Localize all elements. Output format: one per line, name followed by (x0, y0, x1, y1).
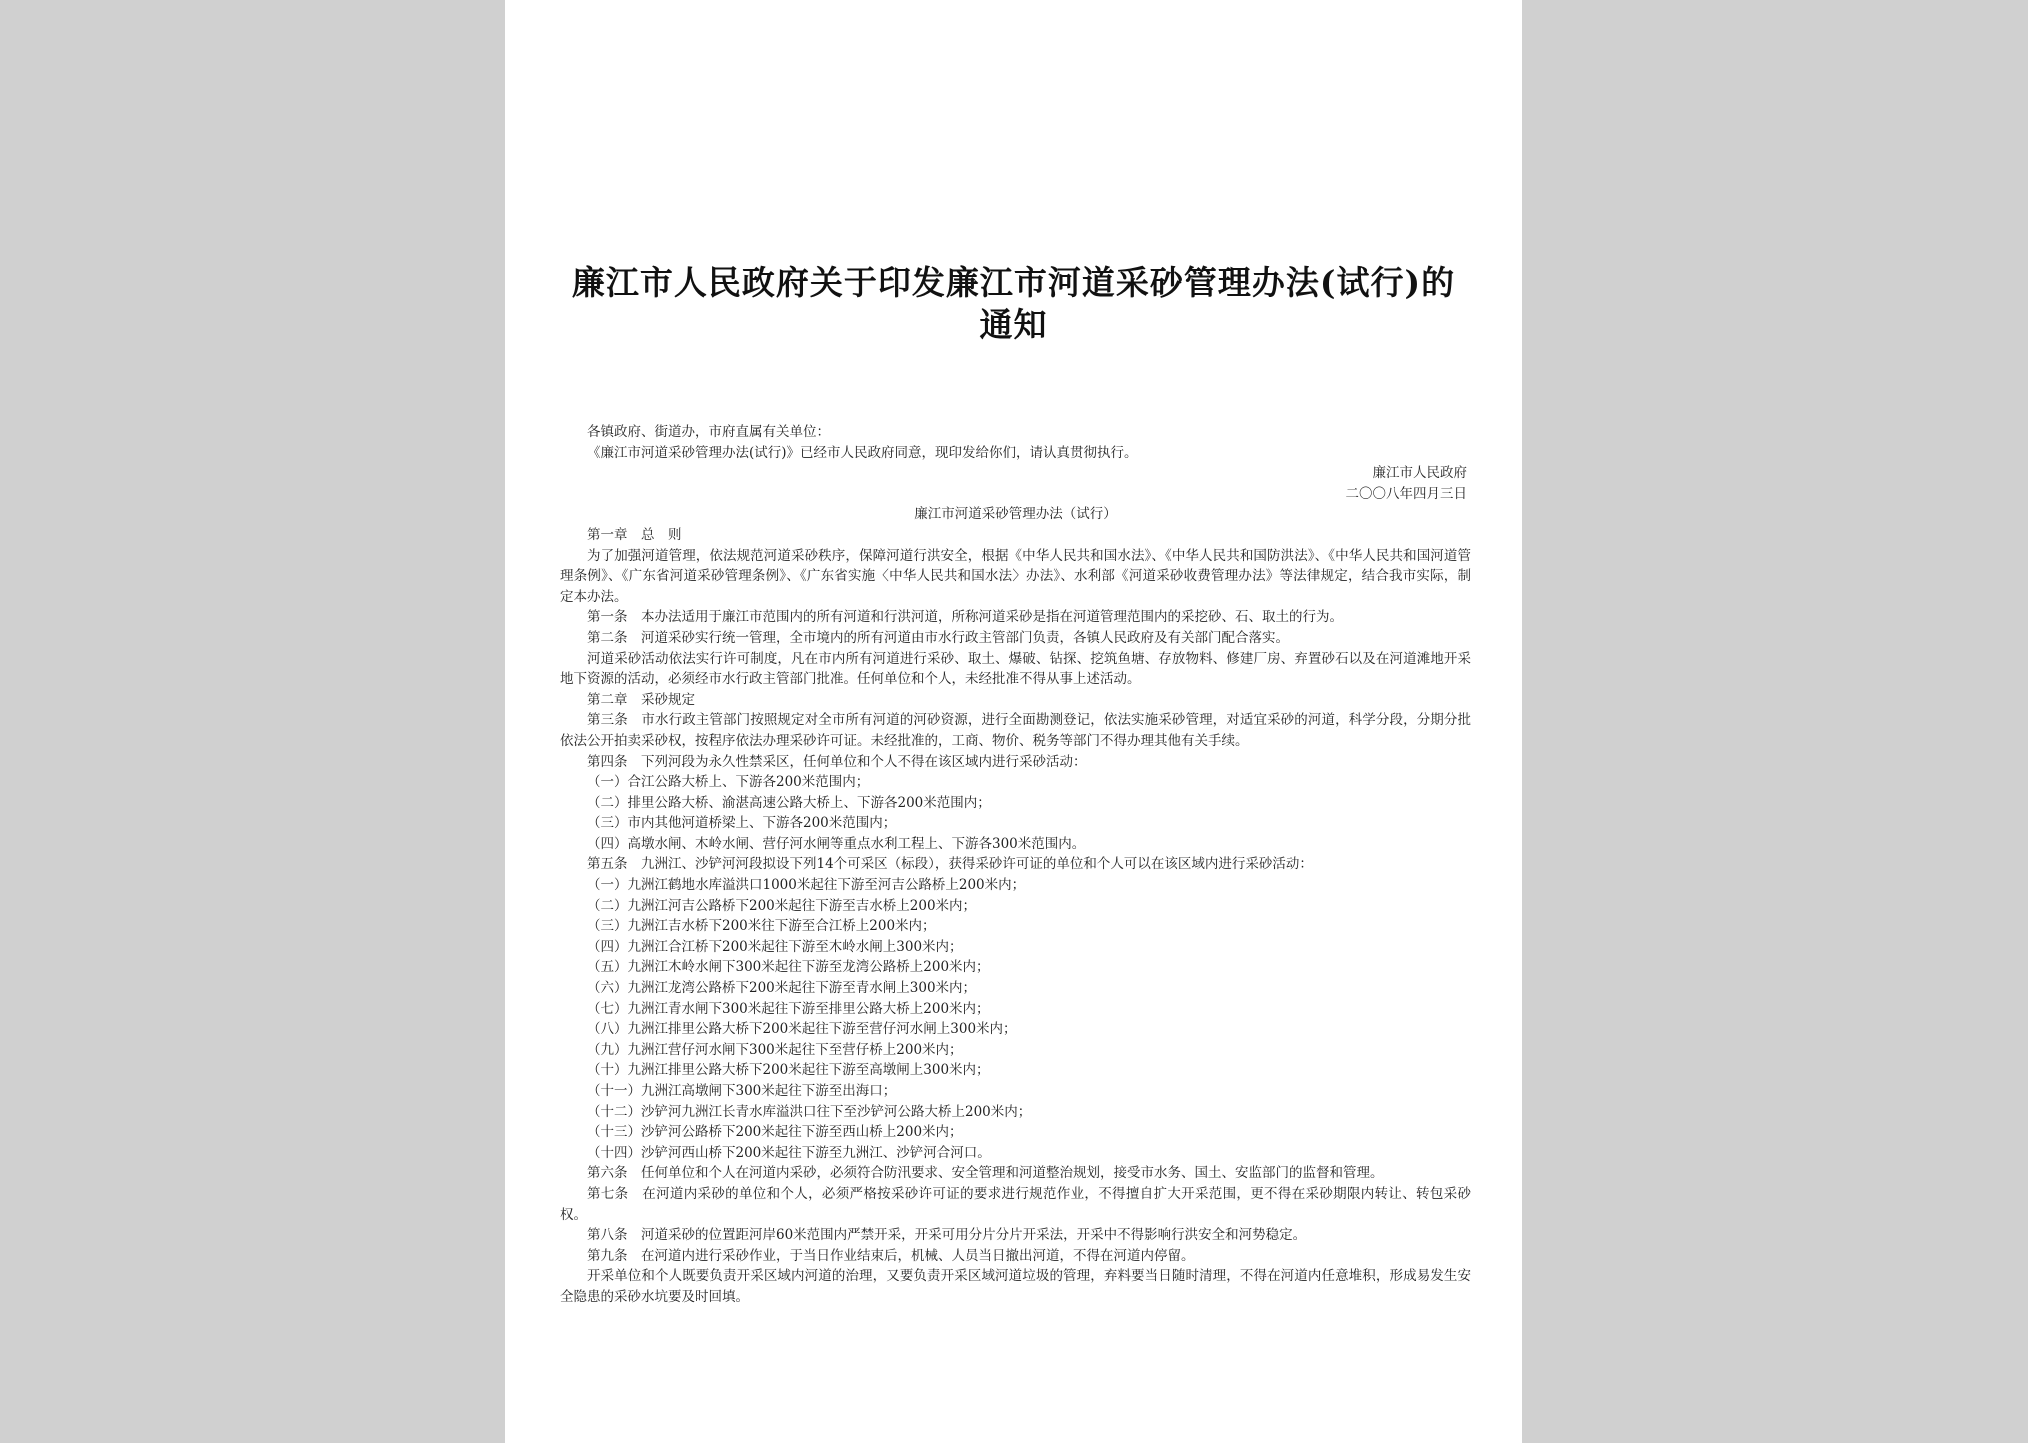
article-2-paragraph-2: 河道采砂活动依法实行许可制度，凡在市内所有河道进行采砂、取土、爆破、钻探、挖筑鱼塘、存放物料、修建厂房、弃置砂石以及在河道滩地开采地下资源的活动，必须经市水行政主管部门批准。任何单位和个人，未经批准不得从事上述活动。 (560, 650, 1471, 688)
article-3: 第三条 市水行政主管部门按照规定对全市所有河道的河砂资源，进行全面勘测登记，依法实施采砂管理，对适宜采砂的河道，科学分段，分期分批依法公开拍卖采砂权，按程序依法办理采砂许可证。未经批准的，工商、物价、税务等部门不得办理其他有关手续。 (560, 712, 1471, 749)
chapter-heading: 第二章 采砂规定 (587, 691, 695, 708)
list-item: （五）九洲江木岭水闸下300米起往下游至龙湾公路桥上200米内； (587, 959, 990, 976)
salutation: 各镇政府、街道办，市府直属有关单位： (587, 424, 830, 440)
list-item: （三）市内其他河道桥梁上、下游各200米范围内； (587, 815, 897, 832)
list-item: （二）排里公路大桥、渝湛高速公路大桥上、下游各200米范围内； (587, 794, 991, 811)
article-1: 第一条 本办法适用于廉江市范围内的所有河道和行洪河道，所称河道采砂是指在河道管理范围内的采挖砂、石、取土的行为。 (587, 609, 1343, 626)
list-item: （四）高墩水闸、木岭水闸、营仔河水闸等重点水利工程上、下游各300米范围内。 (587, 835, 1086, 852)
list-item: （十四）沙铲河西山桥下200米起往下游至九洲江、沙铲河合河口。 (587, 1144, 991, 1161)
list-item: （二）九洲江河吉公路桥下200米起往下游至吉水桥上200米内； (587, 897, 977, 914)
document-page (505, 0, 1522, 1443)
list-item: （十三）沙铲河公路桥下200米起往下游至西山桥上200米内； (587, 1124, 963, 1141)
article-2: 第二条 河道采砂实行统一管理，全市境内的所有河道由市水行政主管部门负责，各镇人民政府及有关部门配合落实。 (587, 629, 1289, 646)
article-7: 第七条 在河道内采砂的单位和个人，必须严格按采砂许可证的要求进行规范作业，不得擅自扩大开采范围，更不得在采砂期限内转让、转包采砂权。 (560, 1185, 1471, 1223)
article-8: 第八条 河道采砂的位置距河岸60米范围内严禁开采，开采可用分片分片开采法，开采中不得影响行洪安全和河势稳定。 (587, 1227, 1307, 1244)
article-9-paragraph-2: 开采单位和个人既要负责开采区域内河道的治理，又要负责开采区域河道垃圾的管理，弃料要当日随时清理，不得在河道内任意堆积，形成易发生安全隐患的采砂水坑要及时回填。 (560, 1268, 1471, 1305)
list-item: （十一）九洲江高墩闸下300米起往下游至出海口； (587, 1083, 897, 1099)
article-4: 第四条 下列河段为永久性禁采区，任何单位和个人不得在该区域内进行采砂活动： (587, 753, 1087, 770)
list-item: （七）九洲江青水闸下300米起往下游至排里公路大桥上200米内； (587, 1000, 990, 1017)
list-item: （六）九洲江龙湾公路桥下200米起往下游至青水闸上300米内； (587, 980, 977, 997)
intro-paragraph: 《廉江市河道采砂管理办法(试行)》已经市人民政府同意，现印发给你们，请认真贯彻执行。 (587, 444, 1138, 461)
measures-title: 廉江市河道采砂管理办法（试行） (914, 506, 1117, 523)
list-item: （十）九洲江排里公路大桥下200米起往下游至高墩闸上300米内； (587, 1062, 990, 1079)
article-6: 第六条 任何单位和个人在河道内采砂，必须符合防汛要求、安全管理和河道整治规划，接受市水务、国土、安监部门的监督和管理。 (587, 1165, 1384, 1182)
list-item: （十二）沙铲河九洲江长青水库溢洪口往下至沙铲河公路大桥上200米内； (587, 1103, 1032, 1120)
issue-date: 二〇〇八年四月三日 (1345, 485, 1467, 502)
article-5: 第五条 九洲江、沙铲河河段拟设下列14个可采区（标段），获得采砂许可证的单位和个人可以在该区域内进行采砂活动： (587, 856, 1313, 873)
list-item: （一）九洲江鹤地水库溢洪口1000米起往下游至河吉公路桥上200米内； (587, 877, 1026, 894)
document-title: 廉江市人民政府关于印发廉江市河道采砂管理办法(试行)的通知 (571, 263, 1456, 344)
issuer: 廉江市人民政府 (1372, 465, 1467, 482)
document-body (560, 422, 1471, 1308)
chapter-heading: 第一章 总 则 (587, 526, 682, 543)
list-item: （四）九洲江合江桥下200米起往下游至木岭水闸上300米内； (587, 938, 963, 955)
list-item: （一）合江公路大桥上、下游各200米范围内； (587, 774, 870, 791)
list-item: （九）九洲江营仔河水闸下300米起往下至营仔桥上200米内； (587, 1041, 963, 1058)
list-item: （三）九洲江吉水桥下200米往下游至合江桥上200米内； (587, 918, 936, 935)
preamble-paragraph: 为了加强河道管理，依法规范河道采砂秩序，保障河道行洪安全，根据《中华人民共和国水法》、《中华人民共和国防洪法》、《中华人民共和国河道管理条例》、《广东省河道采砂管理条例》、《广东省实施〈中华人民共和国水法〉办法》、水利部《河道采砂收费管理办法》等法律规定，结合我市实际，制定本办法。 (560, 547, 1471, 605)
article-9: 第九条 在河道内进行采砂作业，于当日作业结束后，机械、人员当日撤出河道，不得在河道内停留。 (587, 1247, 1195, 1264)
list-item: （八）九洲江排里公路大桥下200米起往下游至营仔河水闸上300米内； (587, 1021, 1017, 1038)
